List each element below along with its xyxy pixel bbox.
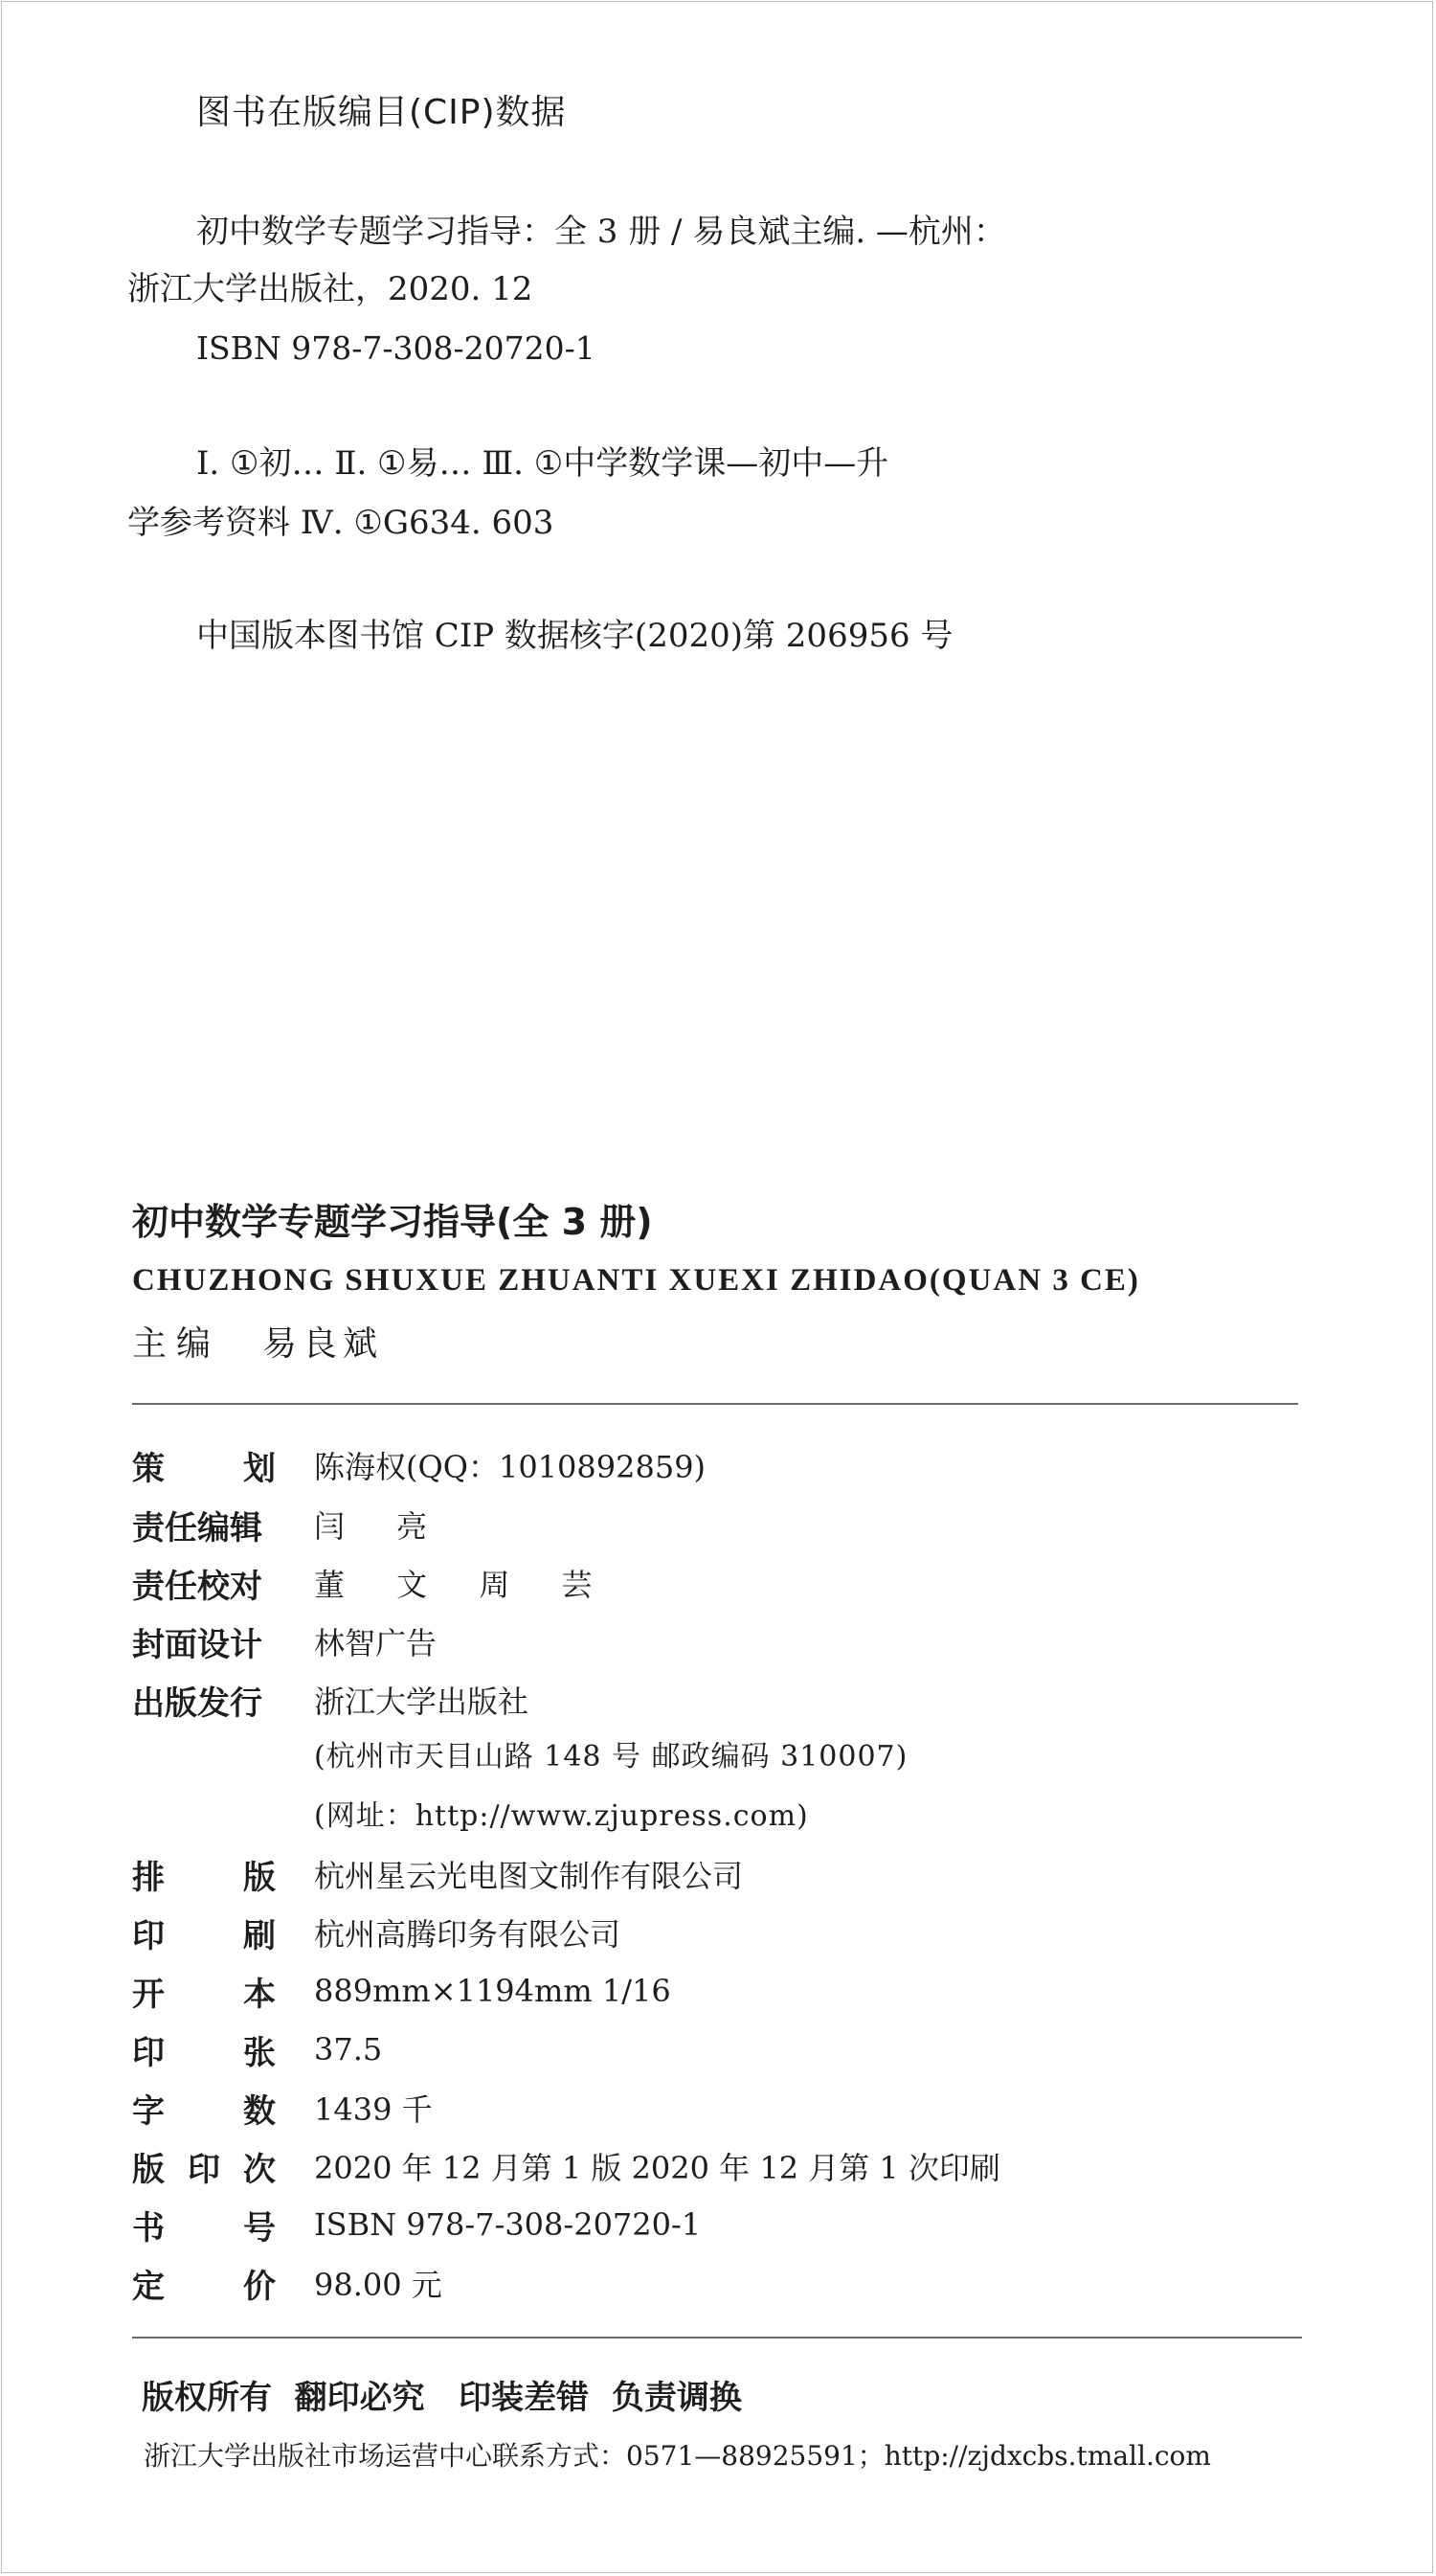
responsible-editor-value: 闫 亮 (314, 1508, 449, 1545)
cip-classification-2: 学参考资料 Ⅳ. ①G634. 603 (127, 504, 554, 542)
colophon-row-format: 开 本 889mm×1194mm 1/16 (132, 1973, 671, 2014)
word-count-value: 1439 千 (314, 2091, 433, 2128)
proofreader-value: 董 文 周 芸 (314, 1567, 614, 1603)
format-value: 889mm×1194mm 1/16 (314, 1973, 671, 2009)
book-title-cn: 初中数学专题学习指导(全 3 册) (132, 1201, 653, 1243)
colophon-row-price: 定 价 98.00 元 (132, 2259, 276, 2307)
price-value: 98.00 元 (314, 2267, 442, 2303)
editor-name: 易良斌 (262, 1324, 384, 1364)
copyright-notice: 版权所有 翻印必究 印装差错 负责调换 (142, 2379, 742, 2417)
publisher-address: (杭州市天目山路 148 号 邮政编码 310007) (314, 1740, 909, 1774)
cover-design-value: 林智广告 (314, 1625, 438, 1661)
colophon-row-publisher: 出版发行 浙江大学出版社 (132, 1676, 276, 1724)
chief-editor (132, 1323, 383, 1366)
colophon-row-proofreader: 责任校对 董 文 周 芸 (132, 1559, 276, 1607)
planning-value: 陈海权(QQ：1010892859) (314, 1449, 707, 1485)
book-title-pinyin: CHUZHONG SHUXUE ZHUANTI XUEXI ZHIDAO(QUAN 3 CE) (132, 1263, 1140, 1298)
colophon-row-typesetting: 排 版 杭州星云光电图文制作有限公司 (132, 1850, 276, 1898)
divider-bottom (132, 2337, 1302, 2339)
colophon-row-edition: 版 印 次 2020 年 12 月第 1 版 2020 年 12 月第 1 次印刷 (132, 2142, 276, 2190)
divider-top (132, 1403, 1298, 1405)
sheets-value: 37.5 (314, 2031, 383, 2068)
cip-line-2: 浙江大学出版社，2020. 12 (127, 270, 533, 308)
publisher-website: (网址：http://www.zjupress.com) (314, 1799, 809, 1833)
cip-isbn: ISBN 978-7-308-20720-1 (196, 329, 595, 367)
printer-value: 杭州高腾印务有限公司 (314, 1916, 621, 1953)
cip-record-number: 中国版本图书馆 CIP 数据核字(2020)第 206956 号 (196, 617, 954, 655)
colophon-row-sheets: 印 张 37.5 (132, 2031, 383, 2072)
colophon-row-word-count: 字 数 1439 千 (132, 2084, 276, 2132)
colophon-row-isbn: 书 号 ISBN 978-7-308-20720-1 (132, 2206, 702, 2248)
cip-heading: 图书在版编目(CIP)数据 (196, 93, 567, 132)
publisher-value: 浙江大学出版社 (314, 1683, 529, 1720)
editor-label: 主编 (132, 1324, 221, 1364)
publisher-contact: 浙江大学出版社市场运营中心联系方式：0571—88925591；http://zjdxcbs.tmall.com (144, 2440, 1211, 2472)
colophon-row-printing: 印 刷 杭州高腾印务有限公司 (132, 1909, 276, 1956)
cip-classification-1: Ⅰ. ①初… Ⅱ. ①易… Ⅲ. ①中学数学课—初中—升 (196, 444, 889, 483)
edition-value: 2020 年 12 月第 1 版 2020 年 12 月第 1 次印刷 (314, 2150, 1000, 2186)
colophon-row-cover-design: 封面设计 林智广告 (132, 1617, 276, 1665)
colophon-row-planning: 策 划 陈海权(QQ：1010892859) (132, 1441, 276, 1489)
colophon-row-editor: 责任编辑 闫 亮 (132, 1501, 276, 1548)
isbn-value: ISBN 978-7-308-20720-1 (314, 2206, 702, 2243)
typesetting-value: 杭州星云光电图文制作有限公司 (314, 1858, 744, 1894)
cip-line-1: 初中数学专题学习指导：全 3 册 / 易良斌主编. —杭州： (196, 213, 1006, 251)
